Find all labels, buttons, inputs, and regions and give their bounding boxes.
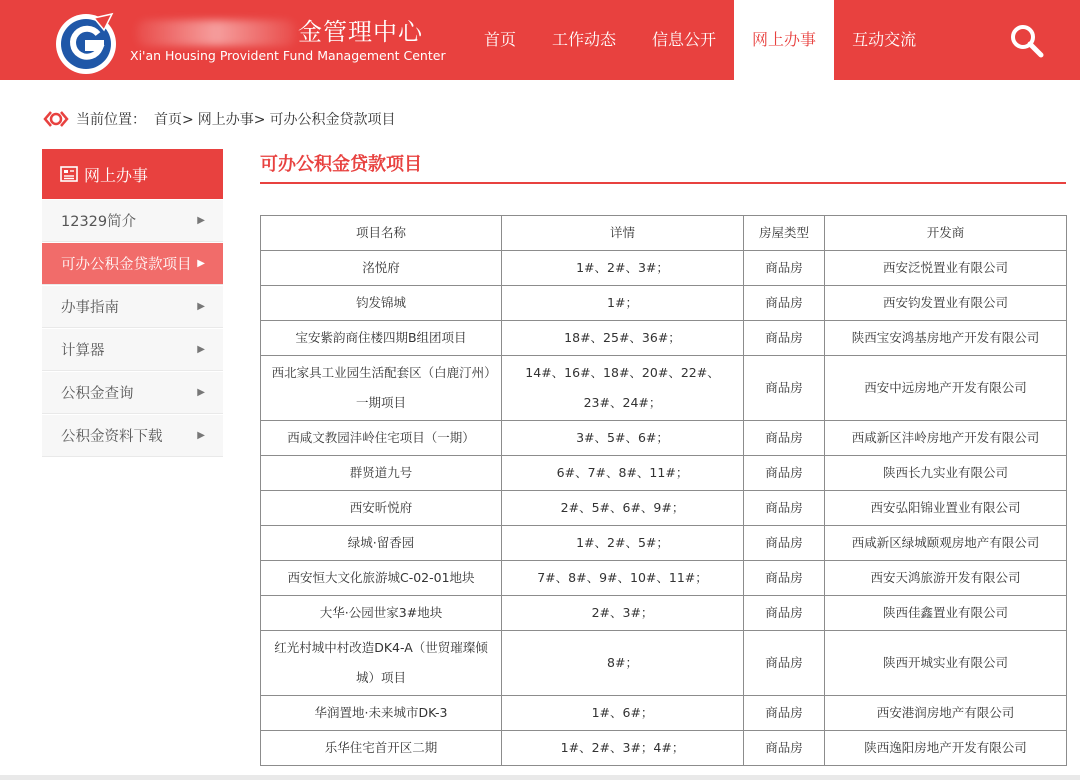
cell-details: 8#； [502,631,744,696]
cell-developer: 西安港润房地产有限公司 [825,696,1067,731]
cell-developer: 西安钧发置业有限公司 [825,286,1067,321]
cell-details: 1#、2#、3#； [502,251,744,286]
table-row [261,491,1067,526]
breadcrumb-home[interactable]: 首页> [154,112,194,128]
table-row [261,251,1067,286]
cell-project: 红光村城中村改造DK4-A（世贸璀璨倾城）项目 [261,631,502,696]
cell-project: 西安恒大文化旅游城C-02-01地块 [261,561,502,596]
table-row [261,731,1067,766]
table-row [261,456,1067,491]
page-title: 可办公积金贷款项目 [260,154,422,175]
document-icon [60,166,78,182]
sidebar-item-label: 公积金资料下载 [61,429,163,445]
breadcrumb-current: 可办公积金贷款项目 [269,112,396,128]
projects-table [260,215,1067,766]
sidebar-item-download[interactable] [42,415,223,457]
cell-details: 1#； [502,286,744,321]
cell-details: 1#、2#、3#；4#； [502,731,744,766]
title-divider [260,182,1066,184]
cell-project: 西安昕悦府 [261,491,502,526]
cell-project: 群贤道九号 [261,456,502,491]
provident-fund-logo[interactable] [54,12,118,76]
cell-house-type: 商品房 [744,321,825,356]
cell-details: 1#、6#； [502,696,744,731]
cell-details: 18#、25#、36#； [502,321,744,356]
site-title-text: 金管理中心 [298,18,423,46]
cell-project: 大华·公园世家3#地块 [261,596,502,631]
cell-details: 6#、7#、8#、11#； [502,456,744,491]
chevron-right-icon: ▶ [197,387,205,398]
breadcrumb [42,108,395,130]
sidebar-item-label: 办事指南 [61,300,119,316]
table-row [261,561,1067,596]
breadcrumb-prefix: 当前位置： [76,112,146,128]
cell-house-type: 商品房 [744,456,825,491]
sidebar-item-guide[interactable] [42,286,223,328]
cell-project: 乐华住宅首开区二期 [261,731,502,766]
sidebar [42,149,223,457]
nav-interaction[interactable]: 互动交流 [852,30,917,49]
cell-developer: 西安泛悦置业有限公司 [825,251,1067,286]
col-header-developer: 开发商 [825,216,1067,251]
cell-project: 绿城·留香园 [261,526,502,561]
table-row [261,321,1067,356]
cell-project: 宝安紫韵商住楼四期B组团项目 [261,321,502,356]
table-row [261,631,1067,696]
table-row [261,526,1067,561]
cell-developer: 陕西佳鑫置业有限公司 [825,596,1067,631]
table-row [261,421,1067,456]
sidebar-item-label: 12329简介 [61,214,137,230]
cell-developer: 陕西长九实业有限公司 [825,456,1067,491]
col-header-project: 项目名称 [261,216,502,251]
table-header-row [261,216,1067,251]
chevron-right-icon: ▶ [197,430,205,441]
cell-developer: 陕西逸阳房地产开发有限公司 [825,731,1067,766]
location-logo-icon [42,109,70,129]
cell-developer: 西安弘阳锦业置业有限公司 [825,491,1067,526]
table-row [261,286,1067,321]
table-row [261,356,1067,421]
cell-house-type: 商品房 [744,491,825,526]
cell-project: 华润置地·未来城市DK-3 [261,696,502,731]
cell-house-type: 商品房 [744,696,825,731]
cell-project: 西北家具工业园生活配套区（白鹿汀州）一期项目 [261,356,502,421]
sidebar-item-label: 计算器 [61,343,105,359]
cell-developer: 陕西宝安鸿基房地产开发有限公司 [825,321,1067,356]
cell-house-type: 商品房 [744,526,825,561]
cell-house-type: 商品房 [744,731,825,766]
chevron-right-icon: ▶ [197,258,205,269]
nav-info-public[interactable]: 信息公开 [652,30,717,49]
chevron-right-icon: ▶ [197,215,205,226]
breadcrumb-online-service[interactable]: 网上办事> [197,112,266,128]
table-row [261,696,1067,731]
chevron-right-icon: ▶ [197,344,205,355]
chevron-right-icon: ▶ [197,301,205,312]
sidebar-item-loan-projects[interactable] [42,243,223,285]
sidebar-item-label: 公积金查询 [61,386,134,402]
cell-developer: 西咸新区绿城颐观房地产有限公司 [825,526,1067,561]
cell-house-type: 商品房 [744,596,825,631]
cell-developer: 陕西开城实业有限公司 [825,631,1067,696]
cell-details: 7#、8#、9#、10#、11#； [502,561,744,596]
page-bottom-edge [0,775,1080,780]
table-row [261,596,1067,631]
nav-work-news[interactable]: 工作动态 [552,30,617,49]
cell-project: 洺悦府 [261,251,502,286]
cell-house-type: 商品房 [744,356,825,421]
col-header-details: 详情 [502,216,744,251]
nav-online-service[interactable]: 网上办事 [734,0,834,80]
col-header-house-type: 房屋类型 [744,216,825,251]
cell-house-type: 商品房 [744,286,825,321]
cell-house-type: 商品房 [744,631,825,696]
sidebar-item-calculator[interactable] [42,329,223,371]
nav-home[interactable]: 首页 [484,30,517,49]
cell-details: 14#、16#、18#、20#、22#、23#、24#； [502,356,744,421]
cell-details: 2#、3#； [502,596,744,631]
sidebar-item-query[interactable] [42,372,223,414]
cell-developer: 西咸新区沣岭房地产开发有限公司 [825,421,1067,456]
cell-project: 西咸文教园沣岭住宅项目（一期） [261,421,502,456]
sidebar-item-label: 可办公积金贷款项目 [61,257,192,273]
cell-developer: 西安中远房地产开发有限公司 [825,356,1067,421]
cell-house-type: 商品房 [744,561,825,596]
site-subtitle: Xi'an Housing Provident Fund Management Center [130,48,446,63]
blurred-title-part [136,20,296,46]
cell-house-type: 商品房 [744,421,825,456]
search-icon[interactable] [1008,22,1046,60]
cell-details: 1#、2#、5#； [502,526,744,561]
cell-developer: 西安天鸿旅游开发有限公司 [825,561,1067,596]
sidebar-header [42,149,223,199]
cell-details: 3#、5#、6#； [502,421,744,456]
cell-house-type: 商品房 [744,251,825,286]
site-title[interactable] [136,12,423,47]
sidebar-title: 网上办事 [84,165,149,185]
main-nav [466,0,934,80]
sidebar-item-intro[interactable] [42,200,223,242]
cell-details: 2#、5#、6#、9#； [502,491,744,526]
cell-project: 钧发锦城 [261,286,502,321]
projects-table-wrapper [260,215,1066,766]
site-header [0,0,1080,80]
